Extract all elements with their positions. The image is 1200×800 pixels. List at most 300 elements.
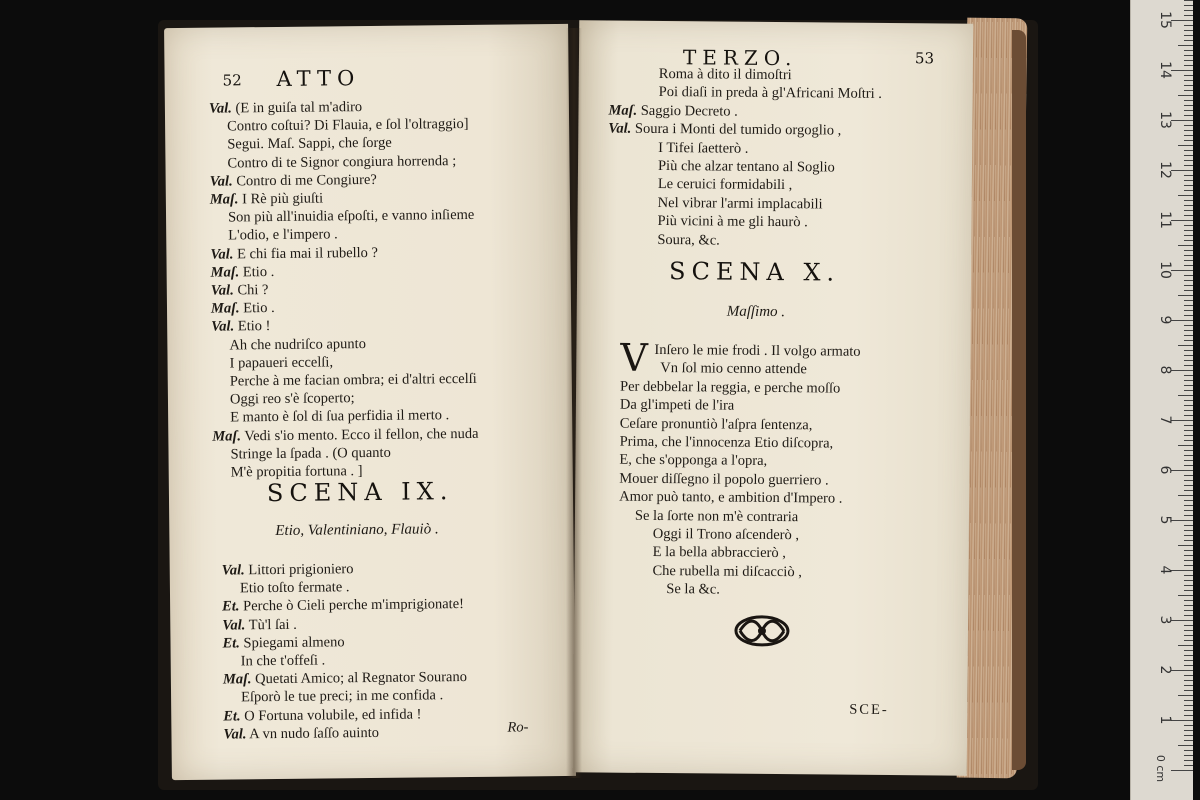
ruler-tick xyxy=(1184,275,1193,276)
ruler-tick xyxy=(1184,665,1193,666)
verse-text: Perche ò Cieli perche m'imprigionate! xyxy=(243,596,465,615)
verse-text: Inſero le mie frodi . Il volgo armato xyxy=(654,341,861,360)
ruler-tick xyxy=(1184,410,1193,411)
ruler-tick xyxy=(1184,180,1193,181)
verse-text: Spiegami almeno xyxy=(243,634,345,652)
verse-text: Nel vibrar l'armi implacabili xyxy=(657,194,823,213)
ruler-tick xyxy=(1184,300,1193,301)
ruler-tick xyxy=(1184,50,1193,51)
speaker-label: Maſ. xyxy=(608,102,638,119)
ruler-tick xyxy=(1171,170,1193,171)
ruler-tick xyxy=(1178,545,1193,546)
ruler-number: 13 xyxy=(1157,111,1173,129)
ruler-tick xyxy=(1184,15,1193,16)
ruler-tick xyxy=(1184,85,1193,86)
ruler-tick xyxy=(1184,515,1193,516)
ruler-tick xyxy=(1184,55,1193,56)
ruler-tick xyxy=(1171,220,1193,221)
ruler-tick xyxy=(1178,745,1193,746)
ruler-tick xyxy=(1184,205,1193,206)
ruler-tick xyxy=(1184,235,1193,236)
ruler-tick xyxy=(1184,660,1193,661)
ruler-tick xyxy=(1184,210,1193,211)
printers-ornament-icon xyxy=(734,614,790,648)
ruler-tick xyxy=(1171,270,1193,271)
right-scene-line xyxy=(619,469,829,489)
verse-text: Più vicini à me gli haurò . xyxy=(657,213,808,231)
ruler-tick xyxy=(1184,240,1193,241)
ruler-tick xyxy=(1184,505,1193,506)
verse-text: Littori prigioniero xyxy=(248,561,354,579)
ruler-number: 5 xyxy=(1157,515,1173,525)
ruler-tick xyxy=(1184,730,1193,731)
verse-text: Roma à dito il dimoſtri xyxy=(658,65,792,84)
right-page-number: 53 xyxy=(914,49,935,68)
verse-text: Poi diaſi in preda à gl'Africani Moſtri . xyxy=(658,84,883,103)
verse-text: Quetati Amico; al Regnator Sourano xyxy=(255,669,468,688)
verse-text: Perche à me facian ombra; ei d'altri eccelſi xyxy=(229,370,477,390)
ruler-tick xyxy=(1184,25,1193,26)
left-line xyxy=(210,171,377,191)
ruler-tick xyxy=(1171,70,1193,71)
ruler-tick xyxy=(1184,675,1193,676)
ruler-tick xyxy=(1184,260,1193,261)
ruler-number: 11 xyxy=(1157,211,1173,229)
ruler-tick xyxy=(1184,560,1193,561)
right-scene-line xyxy=(635,506,798,525)
ruler-number: 1 xyxy=(1157,715,1173,725)
ruler-tick xyxy=(1184,430,1193,431)
ruler-tick xyxy=(1184,630,1193,631)
verse-text: Contro coſtui? Di Flauia, e ſol l'oltraggio] xyxy=(227,116,469,135)
ruler-tick xyxy=(1178,195,1193,196)
speaker-label: Val. xyxy=(223,726,247,743)
ruler-number: 3 xyxy=(1157,615,1173,625)
ruler-tick xyxy=(1184,750,1193,751)
ruler-tick xyxy=(1184,625,1193,626)
verse-text: Che rubella mi diſcacciò , xyxy=(652,562,802,581)
ruler-tick xyxy=(1184,185,1193,186)
verse-text: E manto è ſol di ſua perfidia il merto . xyxy=(230,407,450,426)
right-scene-line xyxy=(653,525,799,544)
speaker-label: Val. xyxy=(608,120,632,137)
right-catchword: SCE- xyxy=(849,701,889,719)
right-line xyxy=(659,65,792,84)
ruler-tick xyxy=(1184,765,1193,766)
speaker-label: Val. xyxy=(221,562,245,579)
ruler-number: 2 xyxy=(1157,665,1173,675)
left-scene-line xyxy=(222,615,297,634)
ruler-tick xyxy=(1184,340,1193,341)
left-line xyxy=(229,353,333,372)
ruler-tick xyxy=(1184,550,1193,551)
ruler-tick xyxy=(1184,335,1193,336)
ruler-tick xyxy=(1171,470,1193,471)
ruler-tick xyxy=(1184,615,1193,616)
ruler-tick xyxy=(1184,355,1193,356)
right-line xyxy=(659,83,882,103)
left-line xyxy=(227,134,392,154)
verse-text: Soura, &c. xyxy=(657,231,720,249)
ruler-tick xyxy=(1184,125,1193,126)
ruler-tick xyxy=(1184,530,1193,531)
verse-text: E, che s'opponga a l'opra, xyxy=(619,452,768,470)
left-scene-line xyxy=(241,687,443,707)
ruler-tick xyxy=(1184,105,1193,106)
ruler-tick xyxy=(1178,145,1193,146)
drop-cap: V xyxy=(620,335,648,380)
ruler-tick xyxy=(1184,10,1193,11)
ruler-unit-label: 0 cm xyxy=(1154,754,1168,783)
right-scene-line xyxy=(620,377,840,397)
ruler-tick xyxy=(1184,175,1193,176)
speaker-label: Maſ. xyxy=(212,427,242,445)
ruler-tick xyxy=(1184,390,1193,391)
ruler-tick xyxy=(1184,330,1193,331)
ruler-number: 8 xyxy=(1157,365,1173,375)
verse-text: Le ceruici formidabili , xyxy=(657,176,793,194)
ruler-tick xyxy=(1184,600,1193,601)
left-line xyxy=(210,244,378,264)
verse-text: A vn nudo ſaſſo auinto xyxy=(249,724,380,743)
ruler-tick xyxy=(1184,555,1193,556)
left-scene-line xyxy=(223,705,421,725)
verse-text: Etio ! xyxy=(237,318,271,335)
ruler-tick xyxy=(1184,40,1193,41)
ruler-tick xyxy=(1184,75,1193,76)
left-line xyxy=(211,281,269,300)
ruler-tick xyxy=(1184,465,1193,466)
left-line xyxy=(228,226,338,245)
ruler-tick xyxy=(1184,80,1193,81)
ruler-tick xyxy=(1184,415,1193,416)
left-line xyxy=(209,98,362,118)
speaker-label: Val. xyxy=(211,318,235,336)
ruler-tick xyxy=(1184,735,1193,736)
ruler-tick xyxy=(1184,365,1193,366)
measuring-ruler xyxy=(1130,0,1193,800)
right-scene-line xyxy=(652,562,802,581)
ruler-tick xyxy=(1184,305,1193,306)
ruler-tick xyxy=(1184,190,1193,191)
left-scene-line xyxy=(240,578,350,597)
ruler-tick xyxy=(1184,165,1193,166)
ruler-tick xyxy=(1184,715,1193,716)
ruler-tick xyxy=(1184,690,1193,691)
verse-text: Prima, che l'innocenza Etio diſcopra, xyxy=(619,433,834,452)
ruler-tick xyxy=(1171,720,1193,721)
right-page xyxy=(573,20,974,775)
right-running-head: TERZO. xyxy=(682,45,798,71)
verse-text: E chi fia mai il rubello ? xyxy=(236,244,379,262)
verse-text: Contro di me Congiure? xyxy=(236,171,377,190)
right-scene-title: SCENA X. xyxy=(668,257,841,287)
ruler-tick xyxy=(1184,250,1193,251)
speaker-label: Et. xyxy=(222,598,240,615)
ruler-tick xyxy=(1184,700,1193,701)
left-line xyxy=(230,407,449,427)
left-scene-line xyxy=(241,651,326,670)
speaker-label: Val. xyxy=(222,616,246,634)
ruler-tick xyxy=(1184,265,1193,266)
ruler-tick xyxy=(1184,710,1193,711)
ruler-tick xyxy=(1184,525,1193,526)
left-line xyxy=(230,444,390,464)
verse-text: Oggi reo s'è ſcoperto; xyxy=(229,390,355,408)
right-scene-line xyxy=(620,414,813,434)
ruler-tick xyxy=(1178,45,1193,46)
ruler-tick xyxy=(1184,315,1193,316)
ruler-number: 6 xyxy=(1157,465,1173,475)
ruler-tick xyxy=(1184,480,1193,481)
ruler-tick xyxy=(1184,565,1193,566)
verse-text: Son più all'inuidia eſpoſti, e vanno inſieme xyxy=(227,207,475,226)
ruler-tick xyxy=(1184,500,1193,501)
ruler-tick xyxy=(1184,540,1193,541)
speaker-label: Val. xyxy=(210,282,234,299)
ruler-tick xyxy=(1184,510,1193,511)
right-line xyxy=(658,157,835,177)
ruler-tick xyxy=(1184,685,1193,686)
ruler-tick xyxy=(1184,155,1193,156)
verse-text: Etio toſto fermate . xyxy=(239,579,350,597)
verse-text: Mouer diſſegno il popolo guerriero . xyxy=(619,470,829,489)
left-line xyxy=(227,152,456,172)
ruler-tick xyxy=(1178,595,1193,596)
left-line xyxy=(210,189,323,208)
verse-text: E la bella abbraccierò , xyxy=(652,544,786,562)
ruler-tick xyxy=(1184,65,1193,66)
speaker-label: Et. xyxy=(223,707,241,725)
left-scene-cast: Etio, Valentiniano, Flauiò . xyxy=(275,521,439,539)
ruler-tick xyxy=(1184,140,1193,141)
speaker-label: Val. xyxy=(209,173,233,190)
ruler-tick xyxy=(1171,120,1193,121)
verse-text: Soura i Monti del tumido orgoglio , xyxy=(634,120,842,139)
right-line xyxy=(608,101,737,120)
verse-text: L'odio, e l'impero . xyxy=(228,226,338,244)
ruler-tick xyxy=(1178,445,1193,446)
right-scene-line xyxy=(619,488,842,508)
verse-text: Oggi il Trono aſcenderò , xyxy=(652,525,800,544)
ruler-tick xyxy=(1184,160,1193,161)
ruler-tick xyxy=(1184,610,1193,611)
left-page xyxy=(164,24,576,780)
ruler-tick xyxy=(1184,400,1193,401)
verse-text: I Rè più giuſti xyxy=(242,190,324,208)
verse-text: Contro di te Signor congiura horrenda ; xyxy=(227,152,457,172)
right-scene-cast: Maſſimo . xyxy=(726,303,786,321)
ruler-tick xyxy=(1184,435,1193,436)
speaker-label: Maſ. xyxy=(209,191,239,208)
ruler-tick xyxy=(1184,225,1193,226)
left-scene-title: SCENA IX. xyxy=(266,477,454,508)
right-scene-line xyxy=(666,580,720,598)
ruler-tick xyxy=(1184,490,1193,491)
ruler-tick xyxy=(1184,640,1193,641)
ruler-number: 12 xyxy=(1157,161,1173,179)
ruler-tick xyxy=(1184,455,1193,456)
left-scene-line xyxy=(222,560,354,579)
ruler-tick xyxy=(1184,405,1193,406)
verse-text: Stringe la ſpada . (O quanto xyxy=(230,444,391,463)
left-running-head: ATTO xyxy=(276,66,361,91)
left-line xyxy=(212,424,478,445)
ruler-tick xyxy=(1184,375,1193,376)
right-scene-line xyxy=(653,543,786,562)
ruler-tick xyxy=(1184,150,1193,151)
ruler-tick xyxy=(1184,360,1193,361)
ruler-tick xyxy=(1184,30,1193,31)
verse-text: In che t'offeſi . xyxy=(240,652,326,670)
right-scene-line xyxy=(654,341,860,361)
ruler-tick xyxy=(1171,620,1193,621)
verse-text: Etio . xyxy=(242,263,275,281)
verse-text: O Fortuna volubile, ed infida ! xyxy=(244,706,422,724)
left-scene-line xyxy=(222,595,464,616)
ruler-tick xyxy=(1184,35,1193,36)
verse-text: Se la &c. xyxy=(666,581,720,598)
ruler-tick xyxy=(1184,380,1193,381)
ruler-tick xyxy=(1184,200,1193,201)
ruler-tick xyxy=(1184,535,1193,536)
left-line xyxy=(229,335,366,354)
right-scene-line xyxy=(620,433,834,453)
ruler-tick xyxy=(1178,95,1193,96)
verse-text: Vedi s'io mento. Ecco il fellon, che nuda xyxy=(244,425,479,444)
verse-text: Ceſare pronuntiò l'aſpra ſentenza, xyxy=(619,415,813,433)
verse-text: Se la ſorte non m'è contraria xyxy=(634,507,799,525)
ruler-tick xyxy=(1184,655,1193,656)
ruler-tick xyxy=(1184,585,1193,586)
ruler-tick xyxy=(1184,135,1193,136)
ruler-tick xyxy=(1184,580,1193,581)
ruler-tick xyxy=(1184,590,1193,591)
ruler-tick xyxy=(1171,320,1193,321)
left-catchword: Ro- xyxy=(507,719,529,736)
ruler-tick xyxy=(1184,740,1193,741)
ruler-tick xyxy=(1184,755,1193,756)
verse-text: (E in guiſa tal m'adiro xyxy=(235,99,363,117)
speaker-label: Val. xyxy=(208,100,232,117)
ruler-tick xyxy=(1184,450,1193,451)
ruler-tick xyxy=(1184,575,1193,576)
ruler-tick xyxy=(1184,725,1193,726)
ruler-tick xyxy=(1184,110,1193,111)
ruler-tick xyxy=(1184,290,1193,291)
speaker-label: Et. xyxy=(222,635,240,652)
ruler-tick xyxy=(1184,90,1193,91)
ruler-tick xyxy=(1184,650,1193,651)
ruler-tick xyxy=(1184,635,1193,636)
speaker-label: Val. xyxy=(210,246,234,263)
verse-text: Eſporò le tue preci; in me confida . xyxy=(241,687,444,706)
ruler-tick xyxy=(1184,280,1193,281)
left-scene-line xyxy=(223,668,467,689)
verse-text: I papaueri eccelſi, xyxy=(229,354,334,372)
ruler-tick xyxy=(1171,770,1193,771)
ruler-tick xyxy=(1184,460,1193,461)
ruler-number: 4 xyxy=(1157,565,1173,575)
ruler-tick xyxy=(1184,115,1193,116)
verse-text: Più che alzar tentano al Soglio xyxy=(657,157,835,176)
ruler-tick xyxy=(1184,130,1193,131)
verse-text: Chi ? xyxy=(237,282,269,299)
verse-text: Segui. Maſ. Sappi, che ſorge xyxy=(227,135,392,153)
left-line xyxy=(228,206,474,227)
ruler-tick xyxy=(1171,670,1193,671)
right-scene-line xyxy=(620,396,734,415)
ruler-number: 15 xyxy=(1157,11,1173,29)
right-scene-line xyxy=(660,359,807,378)
verse-text: Tù'l ſai . xyxy=(248,616,297,633)
ruler-tick xyxy=(1184,285,1193,286)
ruler-tick xyxy=(1171,20,1193,21)
ruler-tick xyxy=(1178,645,1193,646)
ruler-tick xyxy=(1184,440,1193,441)
ruler-number: 14 xyxy=(1157,61,1173,79)
ruler-number: 7 xyxy=(1157,415,1173,425)
right-line xyxy=(657,212,807,231)
right-line xyxy=(608,120,841,140)
ruler-tick xyxy=(1184,475,1193,476)
left-line xyxy=(230,370,477,391)
left-scene-line xyxy=(222,633,344,652)
left-line xyxy=(230,389,355,408)
ruler-tick xyxy=(1184,485,1193,486)
verse-text: Vn ſol mio cenno attende xyxy=(660,360,807,378)
ruler-tick xyxy=(1184,760,1193,761)
ruler-tick xyxy=(1184,100,1193,101)
ruler-tick xyxy=(1184,230,1193,231)
ruler-tick xyxy=(1184,0,1193,1)
ruler-number: 10 xyxy=(1157,261,1173,279)
book-fore-edge-shadow xyxy=(1012,30,1026,770)
ruler-tick xyxy=(1178,345,1193,346)
ruler-number: 9 xyxy=(1157,315,1173,325)
ruler-tick xyxy=(1184,350,1193,351)
verse-text: M'è propitia fortuna . ] xyxy=(230,463,363,481)
right-scene-line xyxy=(619,451,767,470)
ruler-tick xyxy=(1171,420,1193,421)
left-scene-line xyxy=(223,724,379,744)
speaker-label: Maſ. xyxy=(222,671,252,688)
verse-text: Per debbelar la reggia, e perche moſſo xyxy=(620,378,841,397)
ruler-tick xyxy=(1178,495,1193,496)
ruler-tick xyxy=(1184,680,1193,681)
ruler-tick xyxy=(1178,245,1193,246)
ruler-tick xyxy=(1178,695,1193,696)
ruler-tick xyxy=(1184,255,1193,256)
ruler-tick xyxy=(1171,570,1193,571)
right-line xyxy=(657,231,720,250)
ruler-tick xyxy=(1184,605,1193,606)
ruler-tick xyxy=(1184,5,1193,6)
ruler-tick xyxy=(1184,325,1193,326)
ruler-tick xyxy=(1184,425,1193,426)
verse-text: I Tifei ſaetterò . xyxy=(658,139,749,157)
right-line xyxy=(658,139,748,158)
left-line xyxy=(211,317,270,336)
book-gutter xyxy=(566,28,582,778)
verse-text: Etio . xyxy=(243,300,275,317)
left-line xyxy=(211,299,275,318)
verse-text: Saggio Decreto . xyxy=(640,102,738,120)
verse-text: Amor può tanto, e ambition d'Impero . xyxy=(619,488,843,507)
left-line xyxy=(211,263,275,282)
ruler-tick xyxy=(1178,295,1193,296)
right-line xyxy=(658,194,823,213)
